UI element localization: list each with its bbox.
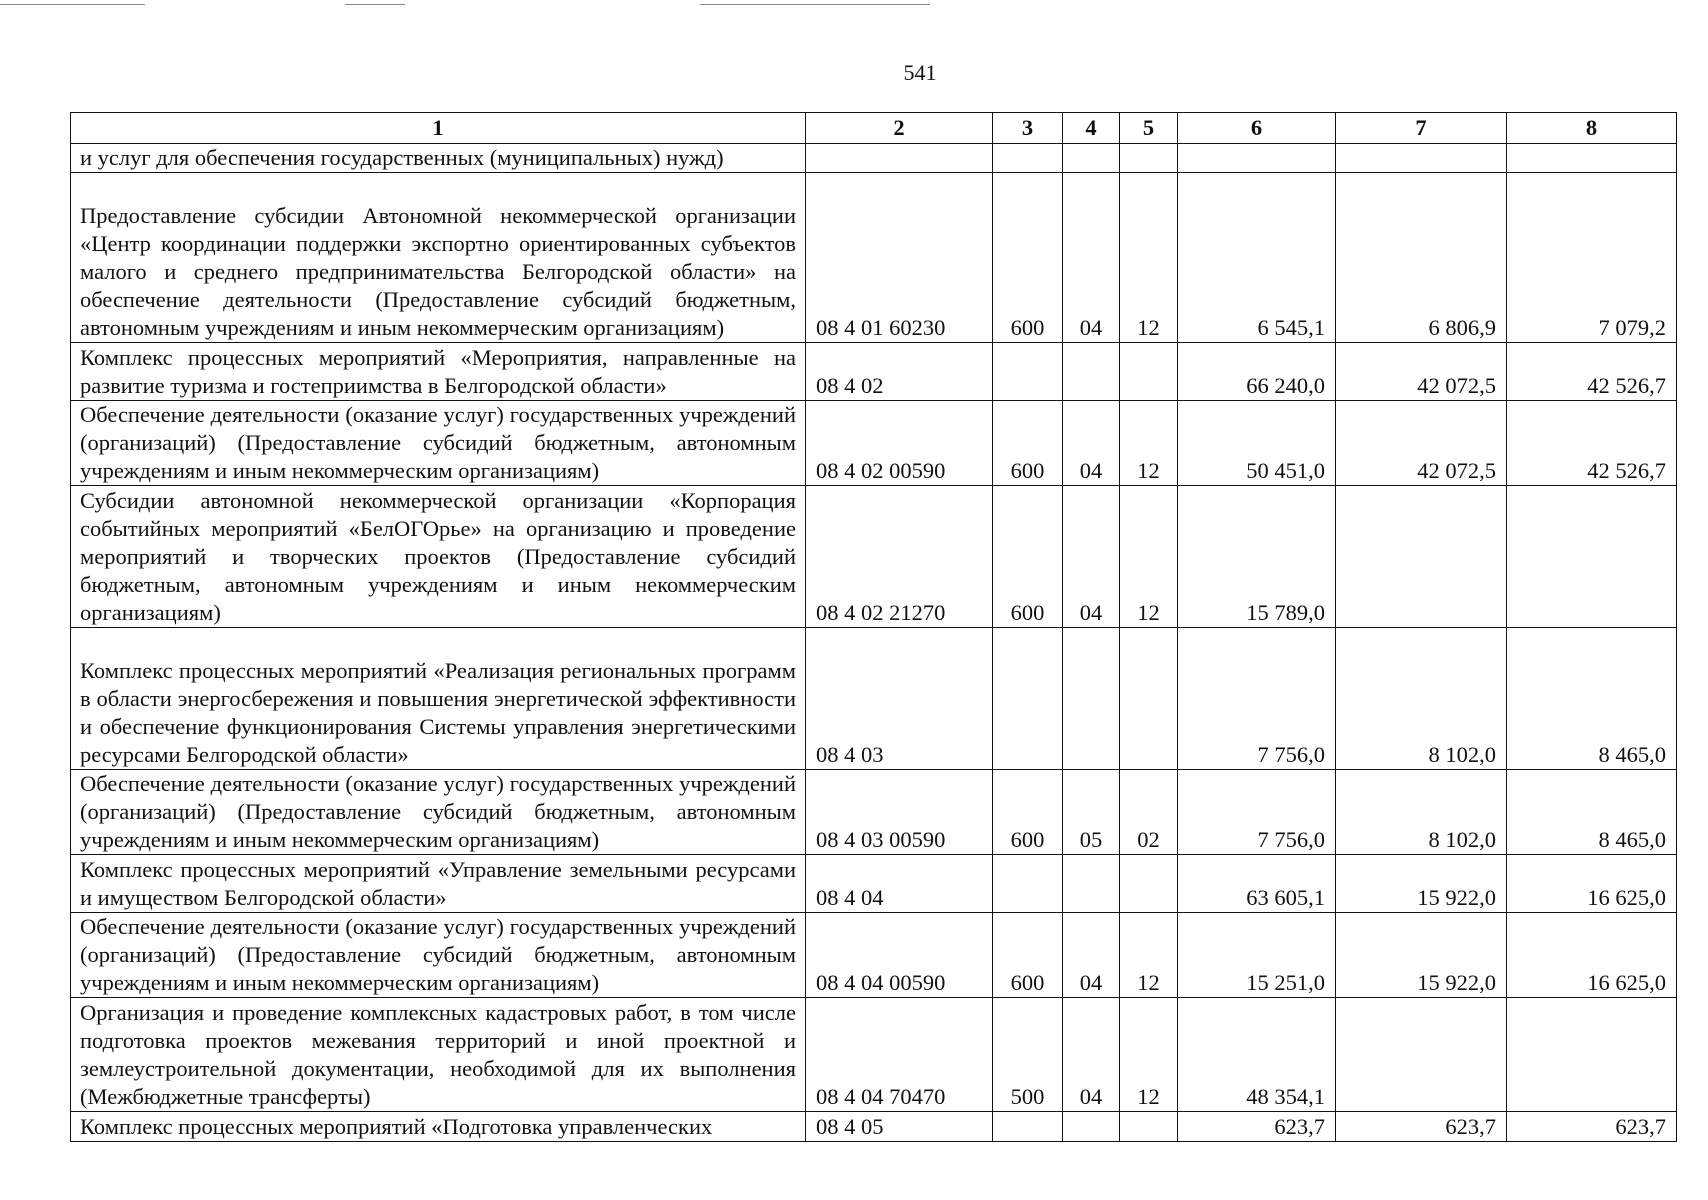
code-cell: 08 4 02 21270: [806, 486, 993, 628]
subsection-cell: [1120, 343, 1178, 401]
subsection-cell: [1120, 144, 1178, 173]
header-cell: 1: [71, 113, 806, 144]
header-cell: 6: [1178, 113, 1336, 144]
expense-type-cell: [993, 144, 1063, 173]
table-row: [71, 855, 1677, 913]
expense-type-cell: 500: [993, 998, 1063, 1112]
amount-col8-cell: 8 465,0: [1507, 628, 1677, 770]
table-row: [71, 770, 1677, 855]
amount-col6-cell: 50 451,0: [1178, 401, 1336, 486]
code-cell: 08 4 04: [806, 855, 993, 913]
amount-col8-cell: 16 625,0: [1507, 855, 1677, 913]
subsection-cell: 12: [1120, 998, 1178, 1112]
amount-col8-cell: 7 079,2: [1507, 173, 1677, 343]
section-cell: 05: [1063, 770, 1120, 855]
section-cell: [1063, 343, 1120, 401]
scan-edge-line: [700, 4, 930, 5]
header-cell: 7: [1336, 113, 1507, 144]
table-row: [71, 173, 1677, 343]
table-row: [71, 486, 1677, 628]
amount-col7-cell: 623,7: [1336, 1112, 1507, 1142]
amount-col8-cell: 8 465,0: [1507, 770, 1677, 855]
scan-edge-line: [345, 4, 405, 5]
section-cell: 04: [1063, 998, 1120, 1112]
amount-col8-cell: [1507, 486, 1677, 628]
section-cell: 04: [1063, 913, 1120, 998]
amount-col6-cell: [1178, 144, 1336, 173]
description-cell: Комплекс процессных мероприятий «Управление земельными ресурсами и имуществом Белгородской области»: [71, 855, 806, 913]
amount-col6-cell: 63 605,1: [1178, 855, 1336, 913]
description-cell: Предоставление субсидии Автономной некоммерческой организации «Центр координации поддержки экспортно ориентированных субъектов малого и среднего предпринимательства Белгородской области» на обеспечение деятельности (Предоставление субсидий бюджетным, автономным учреждениям и иным некоммерческим организациям): [71, 173, 806, 343]
amount-col8-cell: [1507, 144, 1677, 173]
description-cell: и услуг для обеспечения государственных (муниципальных) нужд): [71, 144, 806, 173]
section-cell: 04: [1063, 486, 1120, 628]
amount-col6-cell: 7 756,0: [1178, 770, 1336, 855]
amount-col7-cell: 6 806,9: [1336, 173, 1507, 343]
table-row: [71, 1112, 1677, 1142]
code-cell: 08 4 02 00590: [806, 401, 993, 486]
subsection-cell: 02: [1120, 770, 1178, 855]
amount-col7-cell: [1336, 998, 1507, 1112]
amount-col8-cell: [1507, 998, 1677, 1112]
description-cell: Организация и проведение комплексных кадастровых работ, в том числе подготовка проектов межевания территорий и иной проектной и землеустроительной документации, необходимой для их выполнения (Межбюджетные трансферты): [71, 998, 806, 1112]
section-cell: [1063, 628, 1120, 770]
table-body: [71, 113, 1677, 1142]
amount-col7-cell: [1336, 144, 1507, 173]
header-cell: 3: [993, 113, 1063, 144]
expense-type-cell: 600: [993, 401, 1063, 486]
header-cell: 4: [1063, 113, 1120, 144]
page-number: 541: [903, 60, 937, 85]
subsection-cell: 12: [1120, 913, 1178, 998]
amount-col7-cell: 8 102,0: [1336, 770, 1507, 855]
description-cell: Обеспечение деятельности (оказание услуг) государственных учреждений (организаций) (Предоставление субсидий бюджетным, автономным учреждениям и иным некоммерческим организациям): [71, 913, 806, 998]
table-row: [71, 343, 1677, 401]
amount-col6-cell: 15 789,0: [1178, 486, 1336, 628]
section-cell: [1063, 144, 1120, 173]
description-cell: Комплекс процессных мероприятий «Мероприятия, направленные на развитие туризма и гостеприимства в Белгородской области»: [71, 343, 806, 401]
code-cell: 08 4 04 00590: [806, 913, 993, 998]
subsection-cell: [1120, 855, 1178, 913]
subsection-cell: [1120, 1112, 1178, 1142]
expense-type-cell: 600: [993, 770, 1063, 855]
header-cell: 8: [1507, 113, 1677, 144]
amount-col8-cell: 16 625,0: [1507, 913, 1677, 998]
amount-col7-cell: 15 922,0: [1336, 913, 1507, 998]
description-cell: Субсидии автономной некоммерческой организации «Корпорация событийных мероприятий «БелОГОрье» на организацию и проведение мероприятий и творческих проектов (Предоставление субсидий бюджетным, автономным учреждениям и иным некоммерческим организациям): [71, 486, 806, 628]
description-cell: Обеспечение деятельности (оказание услуг) государственных учреждений (организаций) (Предоставление субсидий бюджетным, автономным учреждениям и иным некоммерческим организациям): [71, 401, 806, 486]
description-cell: Обеспечение деятельности (оказание услуг) государственных учреждений (организаций) (Предоставление субсидий бюджетным, автономным учреждениям и иным некоммерческим организациям): [71, 770, 806, 855]
amount-col8-cell: 42 526,7: [1507, 401, 1677, 486]
amount-col7-cell: 15 922,0: [1336, 855, 1507, 913]
amount-col6-cell: 7 756,0: [1178, 628, 1336, 770]
amount-col6-cell: 6 545,1: [1178, 173, 1336, 343]
code-cell: 08 4 05: [806, 1112, 993, 1142]
expense-type-cell: [993, 343, 1063, 401]
section-cell: 04: [1063, 173, 1120, 343]
table-row: [71, 913, 1677, 998]
expense-type-cell: 600: [993, 913, 1063, 998]
description-cell: Комплекс процессных мероприятий «Реализация региональных программ в области энергосбережения и повышения энергетической эффективности и обеспечение функционирования Системы управления энергетическими ресурсами Белгородской области»: [71, 628, 806, 770]
code-cell: [806, 144, 993, 173]
expense-type-cell: [993, 628, 1063, 770]
section-cell: [1063, 855, 1120, 913]
table-row: [71, 144, 1677, 173]
section-cell: [1063, 1112, 1120, 1142]
subsection-cell: 12: [1120, 401, 1178, 486]
header-cell: 5: [1120, 113, 1178, 144]
code-cell: 08 4 01 60230: [806, 173, 993, 343]
amount-col8-cell: 42 526,7: [1507, 343, 1677, 401]
table-header-row: [71, 113, 1677, 144]
amount-col7-cell: 8 102,0: [1336, 628, 1507, 770]
table-row: [71, 998, 1677, 1112]
amount-col6-cell: 623,7: [1178, 1112, 1336, 1142]
budget-table: [70, 112, 1677, 1142]
expense-type-cell: 600: [993, 173, 1063, 343]
amount-col6-cell: 48 354,1: [1178, 998, 1336, 1112]
table-row: [71, 401, 1677, 486]
code-cell: 08 4 03 00590: [806, 770, 993, 855]
table-row: [71, 628, 1677, 770]
subsection-cell: 12: [1120, 173, 1178, 343]
amount-col7-cell: [1336, 486, 1507, 628]
amount-col7-cell: 42 072,5: [1336, 343, 1507, 401]
code-cell: 08 4 04 70470: [806, 998, 993, 1112]
amount-col8-cell: 623,7: [1507, 1112, 1677, 1142]
subsection-cell: 12: [1120, 486, 1178, 628]
description-cell: Комплекс процессных мероприятий «Подготовка управленческих: [71, 1112, 806, 1142]
expense-type-cell: [993, 855, 1063, 913]
amount-col6-cell: 15 251,0: [1178, 913, 1336, 998]
header-cell: 2: [806, 113, 993, 144]
subsection-cell: [1120, 628, 1178, 770]
amount-col7-cell: 42 072,5: [1336, 401, 1507, 486]
code-cell: 08 4 03: [806, 628, 993, 770]
code-cell: 08 4 02: [806, 343, 993, 401]
amount-col6-cell: 66 240,0: [1178, 343, 1336, 401]
scan-edge-line: [0, 4, 145, 5]
expense-type-cell: [993, 1112, 1063, 1142]
section-cell: 04: [1063, 401, 1120, 486]
expense-type-cell: 600: [993, 486, 1063, 628]
